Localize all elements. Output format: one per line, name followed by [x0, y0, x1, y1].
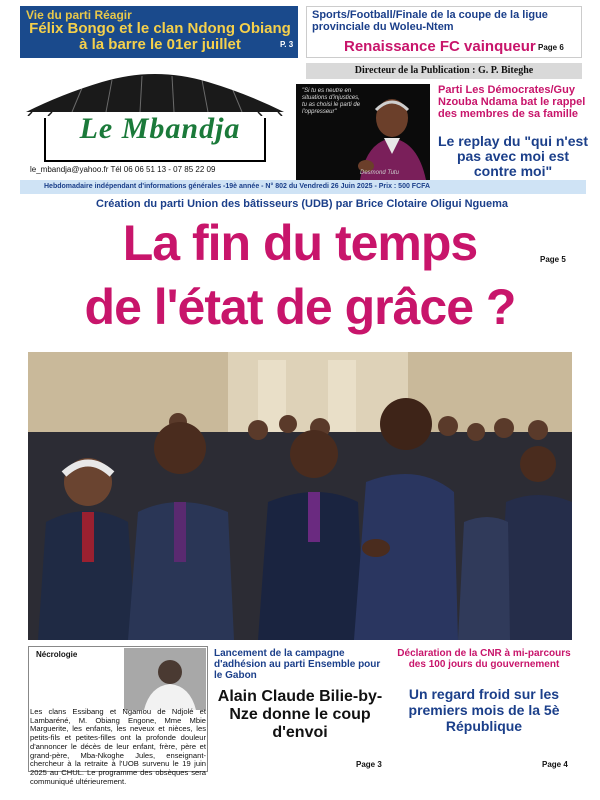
- tutu-quote: "Si tu es neutre en situations d'injustices, tu as choisi le parti de l'oppresseur": [302, 88, 361, 115]
- teaser-right-title[interactable]: Renaissance FC vainqueur: [344, 38, 536, 55]
- teaser-left-title[interactable]: Félix Bongo et le clan Ndong Obiang à la barre le 01er juillet: [29, 20, 291, 53]
- teaser-left-page: P. 3: [280, 40, 294, 49]
- masthead-contact: le_mbandja@yahoo.fr Tél 06 06 51 13 - 07 85 22 09: [30, 165, 216, 174]
- story-mid-page: Page 3: [356, 760, 382, 769]
- story-right-title[interactable]: Un regard froid sur les premiers mois de la 5è République: [408, 686, 560, 734]
- story-mid-kicker: Lancement de la campagne d'adhésion au parti Ensemble pour le Gabon: [214, 648, 381, 681]
- issue-strip: Hebdomadaire indépendant d'informations générales -19è année - N° 802 du Vendredi 26 Juin 2025 - Prix : 500 FCFA: [20, 180, 586, 194]
- story-right-page: Page 4: [542, 760, 568, 769]
- lead-headline[interactable]: [20, 208, 580, 336]
- director-line: Directeur de la Publication : G. P. Biteghe: [306, 63, 582, 79]
- headline-line-2: de l'état de grâce ?: [84, 279, 516, 335]
- lead-photo: [28, 352, 572, 640]
- necrologie-text: [30, 662, 206, 786]
- story-mid-title[interactable]: Alain Claude Bilie-by-Nze donne le coup d'envoi: [217, 688, 383, 741]
- tutu-name: Desmond Tutu: [360, 170, 399, 176]
- teaser-right-kicker: Sports/Football/Finale de la coupe de la ligue provinciale du Woleu-Ntem: [312, 9, 548, 33]
- teaser-right-page: Page 6: [538, 43, 564, 52]
- headline-line-1: La fin du temps: [122, 215, 478, 271]
- lead-page: Page 5: [540, 255, 566, 264]
- teaser-left-kicker: Vie du parti Réagir: [26, 8, 132, 22]
- necrologie-title: Nécrologie: [36, 650, 78, 659]
- story-right-kicker: Déclaration de la CNR à mi-parcours des 100 jours du gouvernement: [397, 648, 571, 670]
- hut-roof-icon: [22, 68, 288, 116]
- teaser-side-kicker: Parti Les Démocrates/Guy Nzouba Ndama bat le rappel des membres de sa famille: [438, 84, 586, 120]
- teaser-side-title[interactable]: Le replay du "qui n'est pas avec moi est contre moi": [438, 133, 588, 179]
- necrologie-body: Les clans Essibang et Ngamou de Ndjolé et Lambaréné, M. Obiang Engone, Mme Mbie Marguerite, les enfants, les neveux et nièces, les petits-fils et petites-filles ont la profonde douleur d'annoncer le décès de leur enfant, frère, père et grand-père, Mba-Nkoghe Jules, enseignant-chercheur à la retraite à l'UOB survenu le 19 juin 2025 au CHUL. Le programme des obsèques sera communiqué ultérieurement.: [30, 707, 206, 786]
- logo-wordmark[interactable]: Le Mbandja: [79, 112, 241, 145]
- lead-kicker: Création du parti Union des bâtisseurs (UDB) par Brice Clotaire Oligui Nguema: [96, 198, 508, 210]
